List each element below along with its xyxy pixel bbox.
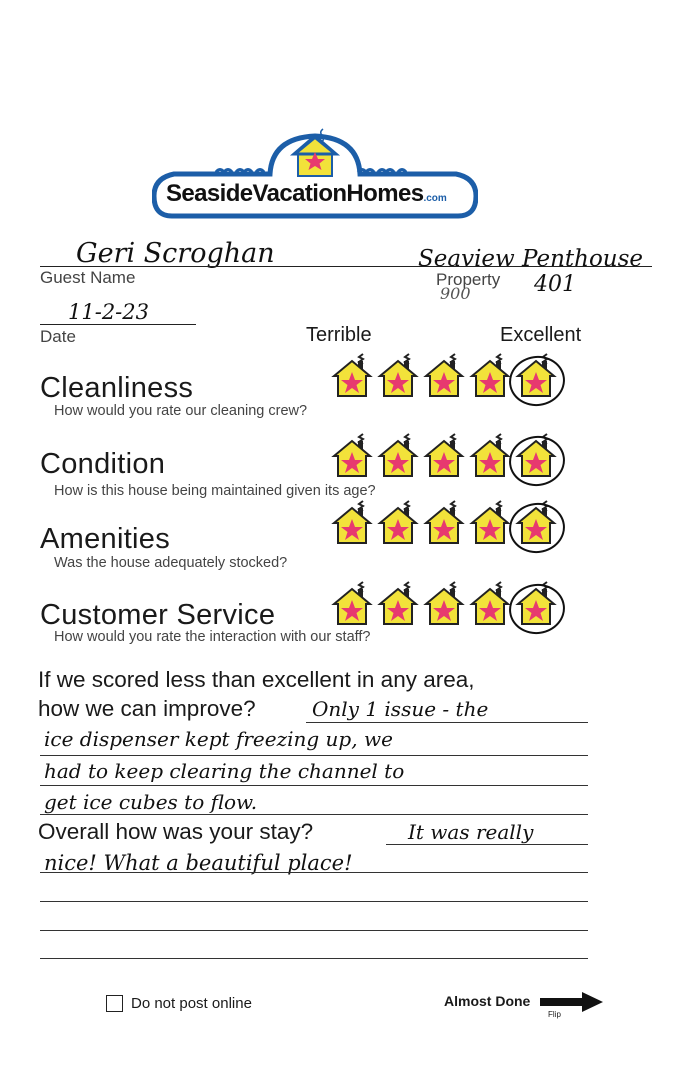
- rating-houses-amenities: [330, 499, 558, 545]
- house-star-icon[interactable]: [422, 499, 466, 545]
- rating-question-customer-service: How would you rate the interaction with our staff?: [54, 629, 371, 645]
- ruled-line: [40, 814, 588, 815]
- rating-name-amenities: Amenities: [40, 523, 171, 555]
- house-star-icon[interactable]: [514, 580, 558, 626]
- scale-low-label: Terrible: [306, 324, 372, 346]
- brand-wordmark: [166, 180, 447, 208]
- rating-houses-customer-service: [330, 580, 558, 626]
- date-line: [40, 324, 196, 325]
- improve-answer-line4: get ice cubes to flow.: [44, 790, 258, 814]
- house-star-icon[interactable]: [422, 352, 466, 398]
- house-star-icon[interactable]: [330, 580, 374, 626]
- improve-answer-line2: ice dispenser kept freezing up, we: [44, 727, 393, 751]
- ruled-line: [40, 872, 588, 873]
- guest-name-label: Guest Name: [40, 268, 136, 287]
- brand-name: SeasideVacationHomes: [166, 180, 424, 207]
- rating-question-amenities: Was the house adequately stocked?: [54, 555, 288, 571]
- date-value: 11-2-23: [68, 300, 149, 324]
- house-star-icon[interactable]: [376, 352, 420, 398]
- flip-label: Flip: [548, 1010, 561, 1019]
- house-star-icon[interactable]: [376, 580, 420, 626]
- ruled-line: [306, 722, 588, 723]
- house-star-icon[interactable]: [422, 432, 466, 478]
- guest-name-line: [40, 266, 412, 267]
- improve-answer-line1: Only 1 issue - the: [312, 697, 489, 721]
- rating-houses-condition: [330, 432, 558, 478]
- property-scribble: 900: [440, 284, 471, 303]
- house-star-icon[interactable]: [514, 499, 558, 545]
- ruled-line: [386, 844, 588, 845]
- house-star-icon[interactable]: [468, 432, 512, 478]
- improve-prompt-line2: how we can improve?: [38, 696, 256, 721]
- do-not-post-label: Do not post online: [131, 995, 252, 1012]
- almost-done-label: Almost Done: [444, 993, 531, 1009]
- house-star-icon[interactable]: [514, 352, 558, 398]
- rating-name-condition: Condition: [40, 448, 166, 480]
- guest-name-value: Geri Scroghan: [76, 238, 275, 269]
- ruled-line: [40, 755, 588, 756]
- rating-name-cleanliness: Cleanliness: [40, 372, 194, 404]
- improve-answer-line3: had to keep clearing the channel to: [44, 759, 405, 783]
- do-not-post-checkbox[interactable]: [106, 995, 123, 1012]
- brand-suffix: .com: [423, 193, 447, 204]
- property-value: Seaview Penthouse: [418, 246, 644, 272]
- property-label: Property: [436, 270, 501, 289]
- do-not-post-option[interactable]: [106, 995, 252, 1012]
- house-star-icon[interactable]: [468, 352, 512, 398]
- ruled-line: [40, 901, 588, 902]
- ruled-line: [40, 930, 588, 931]
- improve-prompt-line1: If we scored less than excellent in any area,: [38, 667, 475, 692]
- house-star-icon[interactable]: [514, 432, 558, 478]
- house-star-icon[interactable]: [376, 499, 420, 545]
- rating-question-cleanliness: How would you rate our cleaning crew?: [54, 403, 308, 419]
- ruled-line: [40, 958, 588, 959]
- house-star-icon[interactable]: [468, 580, 512, 626]
- house-star-icon[interactable]: [330, 432, 374, 478]
- overall-answer-line1: It was really: [408, 820, 534, 844]
- overall-answer-line2: nice! What a beautiful place!: [44, 851, 353, 875]
- house-star-icon[interactable]: [330, 352, 374, 398]
- ruled-line: [40, 785, 588, 786]
- property-line: [412, 266, 652, 267]
- property-note: 401: [534, 272, 576, 297]
- rating-houses-cleanliness: [330, 352, 558, 398]
- date-label: Date: [40, 327, 76, 346]
- house-star-icon[interactable]: [330, 499, 374, 545]
- house-star-icon[interactable]: [422, 580, 466, 626]
- scale-high-label: Excellent: [500, 324, 582, 346]
- rating-name-customer-service: Customer Service: [40, 599, 276, 631]
- rating-question-condition: How is this house being maintained given its age?: [54, 483, 376, 499]
- house-star-icon[interactable]: [376, 432, 420, 478]
- overall-prompt: Overall how was your stay?: [38, 819, 314, 844]
- house-star-icon[interactable]: [468, 499, 512, 545]
- brand-logo: [152, 128, 478, 220]
